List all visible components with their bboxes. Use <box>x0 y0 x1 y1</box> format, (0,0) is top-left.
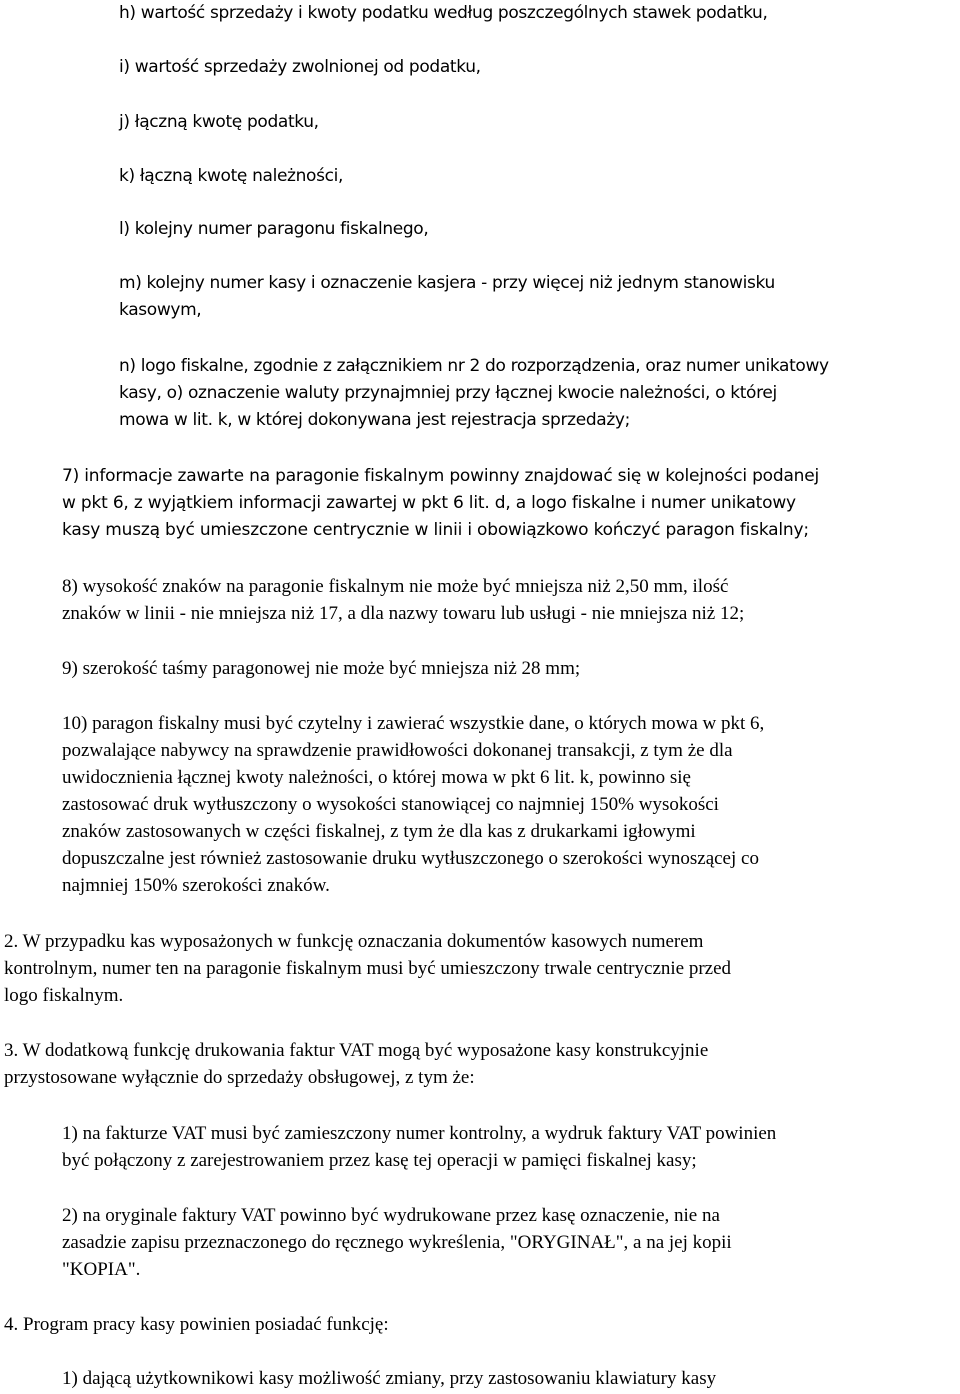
item-m: m) kolejny numer kasy i oznaczenie kasjera - przy więcej niż jednym stanowisku kasowym, <box>119 273 775 320</box>
item-n: n) logo fiskalne, zgodnie z załącznikiem nr 2 do rozporządzenia, oraz numer unikatowy kasy, o) oznaczenie waluty przynajmniej przy łącznej kwocie należności, o której mowa w lit. k, w której dokonywana jest rejestracja sprzedaży; <box>119 356 829 430</box>
section-4-item-1: 1) dającą użytkownikowi kasy możliwość zmiany, przy zastosowaniu klawiatury kasy <box>62 1368 717 1389</box>
point-8: 8) wysokość znaków na paragonie fiskalnym nie może być mniejsza niż 2,50 mm, ilość znaków w linii - nie mniejsza niż 17, a dla nazwy towaru lub usługi - nie mniejsza niż 12; <box>62 576 745 624</box>
item-l: l) kolejny numer paragonu fiskalnego, <box>119 219 429 239</box>
item-i: i) wartość sprzedaży zwolnionej od podatku, <box>119 57 481 77</box>
point-9: 9) szerokość taśmy paragonowej nie może być mniejsza niż 28 mm; <box>62 658 581 679</box>
section-2: 2. W przypadku kas wyposażonych w funkcję oznaczania dokumentów kasowych numerem kontrolnym, numer ten na paragonie fiskalnym musi być umieszczony trwale centrycznie przed logo fiskalnym. <box>4 931 732 1006</box>
section-3-item-2: 2) na oryginale faktury VAT powinno być wydrukowane przez kasę oznaczenie, nie na zasadzie zapisu przeznaczonego do ręcznego wykreślenia, "ORYGINAŁ", a na jej kopii "KOPIA". <box>62 1205 732 1280</box>
section-3: 3. W dodatkową funkcję drukowania faktur VAT mogą być wyposażone kasy konstrukcyjnie przystosowane wyłącznie do sprzedaży obsługowej, z tym że: <box>4 1040 709 1088</box>
section-3-item-1: 1) na fakturze VAT musi być zamieszczony numer kontrolny, a wydruk faktury VAT powinien być połączony z zarejestrowaniem przez kasę tej operacji w pamięci fiskalnej kasy; <box>62 1123 777 1171</box>
point-7: 7) informacje zawarte na paragonie fiskalnym powinny znajdować się w kolejności podanej w pkt 6, z wyjątkiem informacji zawartej w pkt 6 lit. d, a logo fiskalne i numer unikatowy kasy muszą być umieszczone centrycznie w linii i obowiązkowo kończyć paragon fiskalny; <box>62 466 820 540</box>
item-h: h) wartość sprzedaży i kwoty podatku według poszczególnych stawek podatku, <box>119 3 768 23</box>
item-j: j) łączną kwotę podatku, <box>119 112 319 132</box>
section-4: 4. Program pracy kasy powinien posiadać funkcję: <box>4 1314 389 1335</box>
point-10: 10) paragon fiskalny musi być czytelny i zawierać wszystkie dane, o których mowa w pkt 6, pozwalające nabywcy na sprawdzenie prawidłowości dokonanej transakcji, z tym że dla uwidocznienia łącznej kwoty należności, o której mowa w pkt 6 lit. k, powinno się zastosować druk wytłuszczony o wysokości stanowiącej co najmniej 150% wysokości znaków zastosowanych w części fiskalnej, z tym że dla kas z drukarkami igłowymi dopuszczalne jest również zastosowanie druku wytłuszczonego o szerokości wynoszącej co najmniej 150% szerokości znaków. <box>62 713 765 896</box>
item-k: k) łączną kwotę należności, <box>119 166 344 186</box>
